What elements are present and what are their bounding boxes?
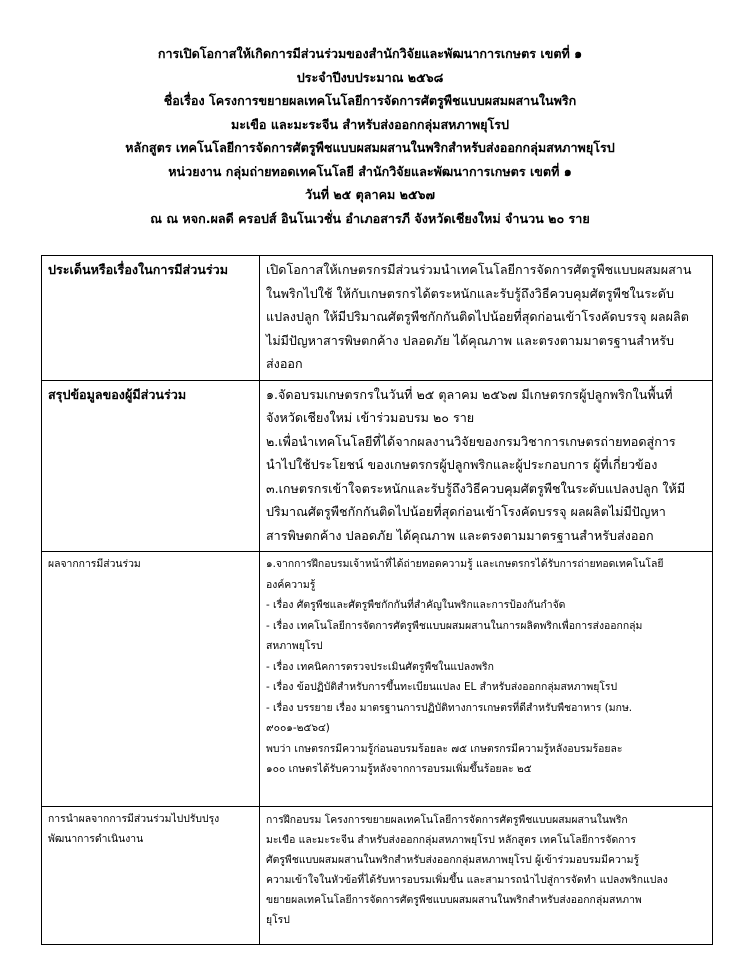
content-line: ๑๐๐ เกษตรได้รับความรู้หลังจากการอบรมเพิ่มขึ้นร้อยละ ๒๕ <box>266 763 532 775</box>
document-header <box>0 42 740 230</box>
content-line: ในพริกไปใช้ ให้กับเกษตรกรได้ตระหนักและรับรู้ถึงวิธีควบคุมศัตรูพืชในระดับ <box>266 285 674 301</box>
content-line: มะเขือ และมะระจีน สำหรับส่งออกกลุ่มสหภาพยุโรป หลักสูตร เทคโนโลยีการจัดการ <box>266 834 636 846</box>
content-line: นำไปใช้ประโยชน์ ของเกษตรกรผู้ปลูกพริกและผู้ประกอบการ ผู้ที่เกี่ยวข้อง <box>266 457 658 472</box>
content-line: ปริมาณศัตรูพืชกักกันติดไปน้อยที่สุดก่อนเข้าโรงคัดบรรจุ ผลผลิตไม่มีปัญหา <box>266 504 666 519</box>
content-line: แปลงปลูก ให้มีปริมาณศัตรูพืชกักกันติดไปน้อยที่สุดก่อนเข้าโรงคัดบรรจุ ผลผลิต <box>266 309 689 324</box>
header-fiscal-year: ประจำปีงบประมาณ ๒๕๖๘ <box>296 69 444 85</box>
row-content-improvement <box>260 807 713 945</box>
content-line: จังหวัดเชียงใหม่ เข้าร่วมอบรม ๒๐ ราย <box>266 410 475 425</box>
header-title-line: การเปิดโอกาสให้เกิดการมีส่วนร่วมของสำนักวิจัยและพัฒนาการเกษตร เขตที่ ๑ <box>157 46 583 61</box>
content-line: ไม่มีปัญหาสารพิษตกค้าง ปลอดภัย ได้คุณภาพ และตรงตามมาตรฐานสำหรับ <box>266 332 675 348</box>
table-row <box>42 380 713 552</box>
content-line: ๓.เกษตรกรเข้าใจตระหนักและรับรู้ถึงวิธีควบคุมศัตรูพืชในระดับแปลงปลูก ให้มี <box>266 480 686 496</box>
row-label-summary: สรุปข้อมูลของผู้มีส่วนร่วม <box>42 380 260 552</box>
header-date: วันที่ ๒๕ ตุลาคม ๒๕๖๗ <box>305 187 435 202</box>
content-line: การฝึกอบรม โครงการขยายผลเทคโนโลยีการจัดการศัตรูพืชแบบผสมผสานในพริก <box>266 814 628 826</box>
table-row <box>42 552 713 807</box>
content-line: ๑.จัดอบรมเกษตรกรในวันที่ ๒๕ ตุลาคม ๒๕๖๗ มีเกษตรกรผู้ปลูกพริกในพื้นที่ <box>266 386 673 402</box>
row-content-topic <box>260 256 713 381</box>
content-line: - เรื่อง ศัตรูพืชและศัตรูพืชกักกันที่สำคัญในพริกและการป้องกันกำจัด <box>266 599 566 611</box>
content-line: พบว่า เกษตรกรมีความรู้ก่อนอบรมร้อยละ ๗๕ เกษตรกรมีความรู้หลังอบรมร้อยละ <box>266 742 623 755</box>
content-line: ๒.เพื่อนำเทคโนโลยีที่ได้จากผลงานวิจัยของกรมวิชาการเกษตรถ่ายทอดสู่การ <box>266 433 676 449</box>
content-line: เปิดโอกาสให้เกษตรกรมีส่วนร่วมนำเทคโนโลยีการจัดการศัตรูพืชแบบผสมผสาน <box>266 262 692 277</box>
row-label-topic: ประเด็นหรือเรื่องในการมีส่วนร่วม <box>42 256 260 381</box>
table-row <box>42 256 713 381</box>
row-label-results: ผลจากการมีส่วนร่วม <box>42 552 260 807</box>
content-line: ส่งออก <box>266 356 303 371</box>
content-line: ๙๐๐๑-๒๕๖๔) <box>266 722 330 734</box>
header-project-name: ชื่อเรื่อง โครงการขยายผลเทคโนโลยีการจัดการศัตรูพืชแบบผสมผสานในพริก <box>163 93 577 108</box>
content-line: องค์ความรู้ <box>266 578 316 591</box>
label-line: การนำผลจากการมีส่วนร่วมไปปรับปรุง <box>48 813 220 825</box>
content-line: สารพิษตกค้าง ปลอดภัย ได้คุณภาพ และตรงตามมาตรฐานสำหรับส่งออก <box>266 527 654 543</box>
row-content-results <box>260 552 713 807</box>
label-line: พัฒนาการดำเนินงาน <box>48 833 144 845</box>
row-content-summary <box>260 380 713 552</box>
table-row <box>42 807 713 945</box>
content-line: ศัตรูพืชแบบผสมผสานในพริกสำหรับส่งออกกลุ่มสหภาพยุโรป ผู้เข้าร่วมอบรมมีความรู้ <box>266 854 640 866</box>
header-project-name-cont: มะเขือ และมะระจีน สำหรับส่งออกกลุ่มสหภาพยุโรป <box>230 116 510 132</box>
header-venue: ณ ณ หจก.ผลดี ครอปส์ อินโนเวชั่น อำเภอสารภี จังหวัดเชียงใหม่ จำนวน ๒๐ ราย <box>150 210 590 226</box>
content-line: - เรื่อง เทคโนโลยีการจัดการศัตรูพืชแบบผสมผสานในการผลิตพริกเพื่อการส่งออกกลุ่ม <box>266 619 643 632</box>
content-line: สหภาพยุโรป <box>266 640 323 652</box>
content-line: ๑.จากการฝึกอบรมเจ้าหน้าที่ได้ถ่ายทอดความรู้ และเกษตรกรได้รับการถ่ายทอดเทคโนโลยี <box>266 558 664 570</box>
participation-table <box>41 255 713 945</box>
content-line: - เรื่อง บรรยาย เรื่อง มาตรฐานการปฏิบัติทางการเกษตรที่ดีสำหรับพืชอาหาร (มกษ. <box>266 701 633 714</box>
content-line: ยุโรป <box>266 914 290 926</box>
content-line: ความเข้าใจในหัวข้อที่ได้รับหารอบรมเพิ่มขึ้น และสามารถนำไปสู่การจัดทำ แปลงพริกแปลง <box>266 874 668 886</box>
header-course: หลักสูตร เทคโนโลยีการจัดการศัตรูพืชแบบผสมผสานในพริกสำหรับส่งออกกลุ่มสหภาพยุโรป <box>125 140 615 155</box>
row-label-improvement <box>42 807 260 945</box>
content-line: - เรื่อง เทคนิคการตรวจประเมินศัตรูพืชในแปลงพริก <box>266 660 494 673</box>
header-agency: หน่วยงาน กลุ่มถ่ายทอดเทคโนโลยี สำนักวิจัยและพัฒนาการเกษตร เขตที่ ๑ <box>168 163 572 179</box>
content-line: ขยายผลเทคโนโลยีการจัดการศัตรูพืชแบบผสมผสานในพริกสำหรับส่งออกกลุ่มสหภาพ <box>266 894 642 906</box>
content-line: - เรื่อง ข้อปฏิบัติสำหรับการขึ้นทะเบียนแปลง EL สำหรับส่งออกกลุ่มสหภาพยุโรป <box>266 681 618 693</box>
